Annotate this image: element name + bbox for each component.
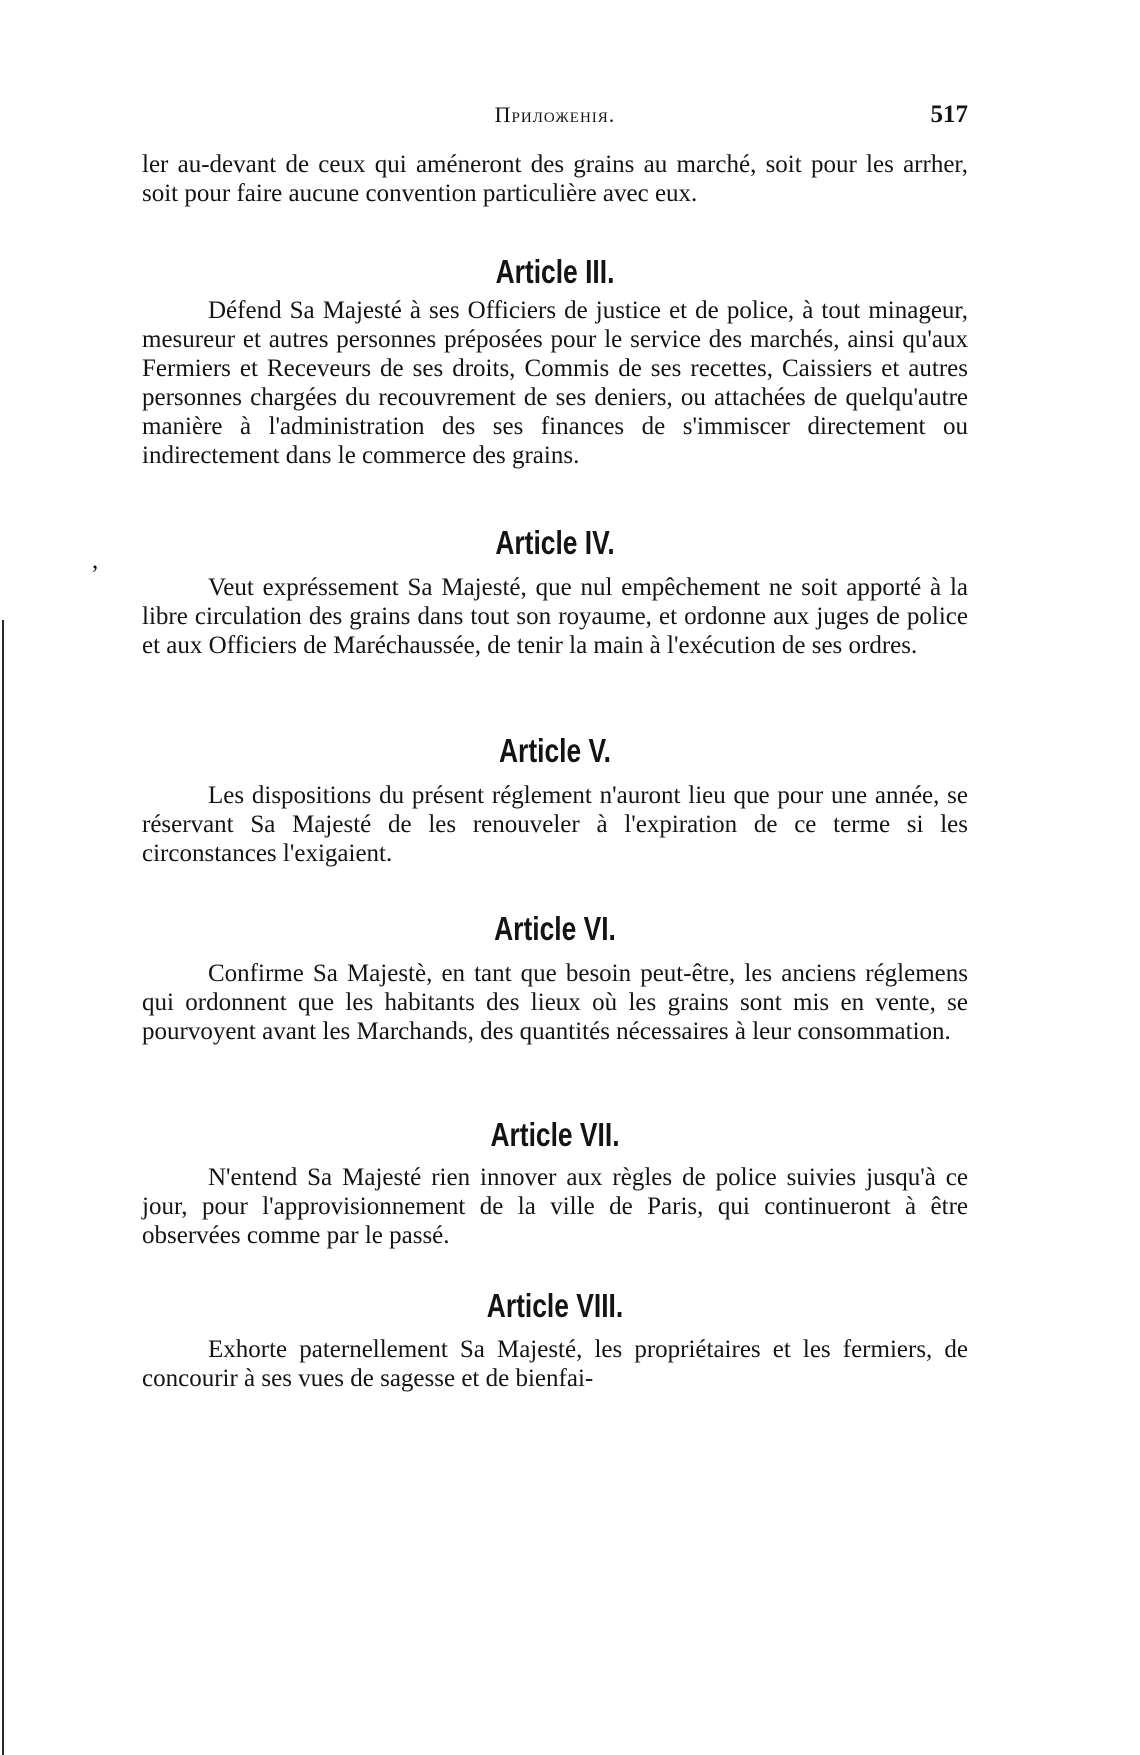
article-5-block <box>142 781 968 868</box>
article-6-heading: Article VI. <box>494 910 616 947</box>
article-4-heading: Article IV. <box>495 524 615 561</box>
article-7-text: N'entend Sa Majesté rien innover aux règles de police suivies jusqu'à ce jour, pour l'approvisionnement de la ville de Paris, qui continueront à être observées comme par le passé. <box>142 1164 968 1249</box>
article-7-block <box>142 1163 968 1250</box>
article-8-block <box>142 1335 968 1393</box>
article-5-heading: Article V. <box>498 732 612 769</box>
continuation-paragraph: ler au-devant de ceux qui améneront des grains au marché, soit pour les arrher, soit pour faire aucune convention particulière avec eux. <box>142 151 968 207</box>
article-4-text: Veut expréssement Sa Majesté, que nul empêchement ne soit apporté à la libre circulation des grains dans tout son royaume, et ordonne aux juges de police et aux Officiers de Maréchaussée, de tenir la main à l'exécution de ses ordres. <box>142 574 968 659</box>
article-6-text: Confirme Sa Majestè, en tant que besoin peut-être, les anciens réglemens qui ordonnent que les habitants des lieux où les grains sont mis en vente, se pourvoyent avant les Marchands, des quantités nécessaires à leur consommation. <box>142 960 968 1045</box>
book-page <box>142 0 968 1755</box>
article-4-block <box>142 573 968 660</box>
article-6-block <box>142 959 968 1046</box>
article-8-heading: Article VIII. <box>486 1287 624 1324</box>
article-8-text: Exhorte paternellement Sa Majesté, les propriétaires et les fermiers, de concourir à ses vues de sagesse et de bienfai- <box>142 1336 968 1392</box>
article-7-heading: Article VII. <box>490 1116 620 1153</box>
running-head <box>142 100 968 132</box>
article-3-text: Défend Sa Majesté à ses Officiers de justice et de police, à tout minageur, mesureur et autres personnes préposées pour le service des marchés, ainsi qu'aux Fermiers et Receveurs de ses droits, Commis de ses recettes, Caissiers et autres personnes chargées du recouvrement de ses deniers, ou attachées de quelqu'autre manière à l'administration des ses finances de s'immiscer directement ou indirectement dans le commerce des grains. <box>142 297 968 469</box>
page-number: 517 <box>930 101 968 128</box>
article-3-heading: Article III. <box>495 253 615 290</box>
continuation-block <box>142 150 968 208</box>
page-edge-rule <box>2 620 4 1755</box>
running-head-title: Приложенія. <box>494 102 616 127</box>
margin-mark: , <box>92 547 99 574</box>
article-5-text: Les dispositions du présent réglement n'auront lieu que pour une année, se réservant Sa Majesté de les renouveler à l'expiration de ce terme si les circonstances l'exigaient. <box>142 782 968 867</box>
article-3-block <box>142 296 968 470</box>
